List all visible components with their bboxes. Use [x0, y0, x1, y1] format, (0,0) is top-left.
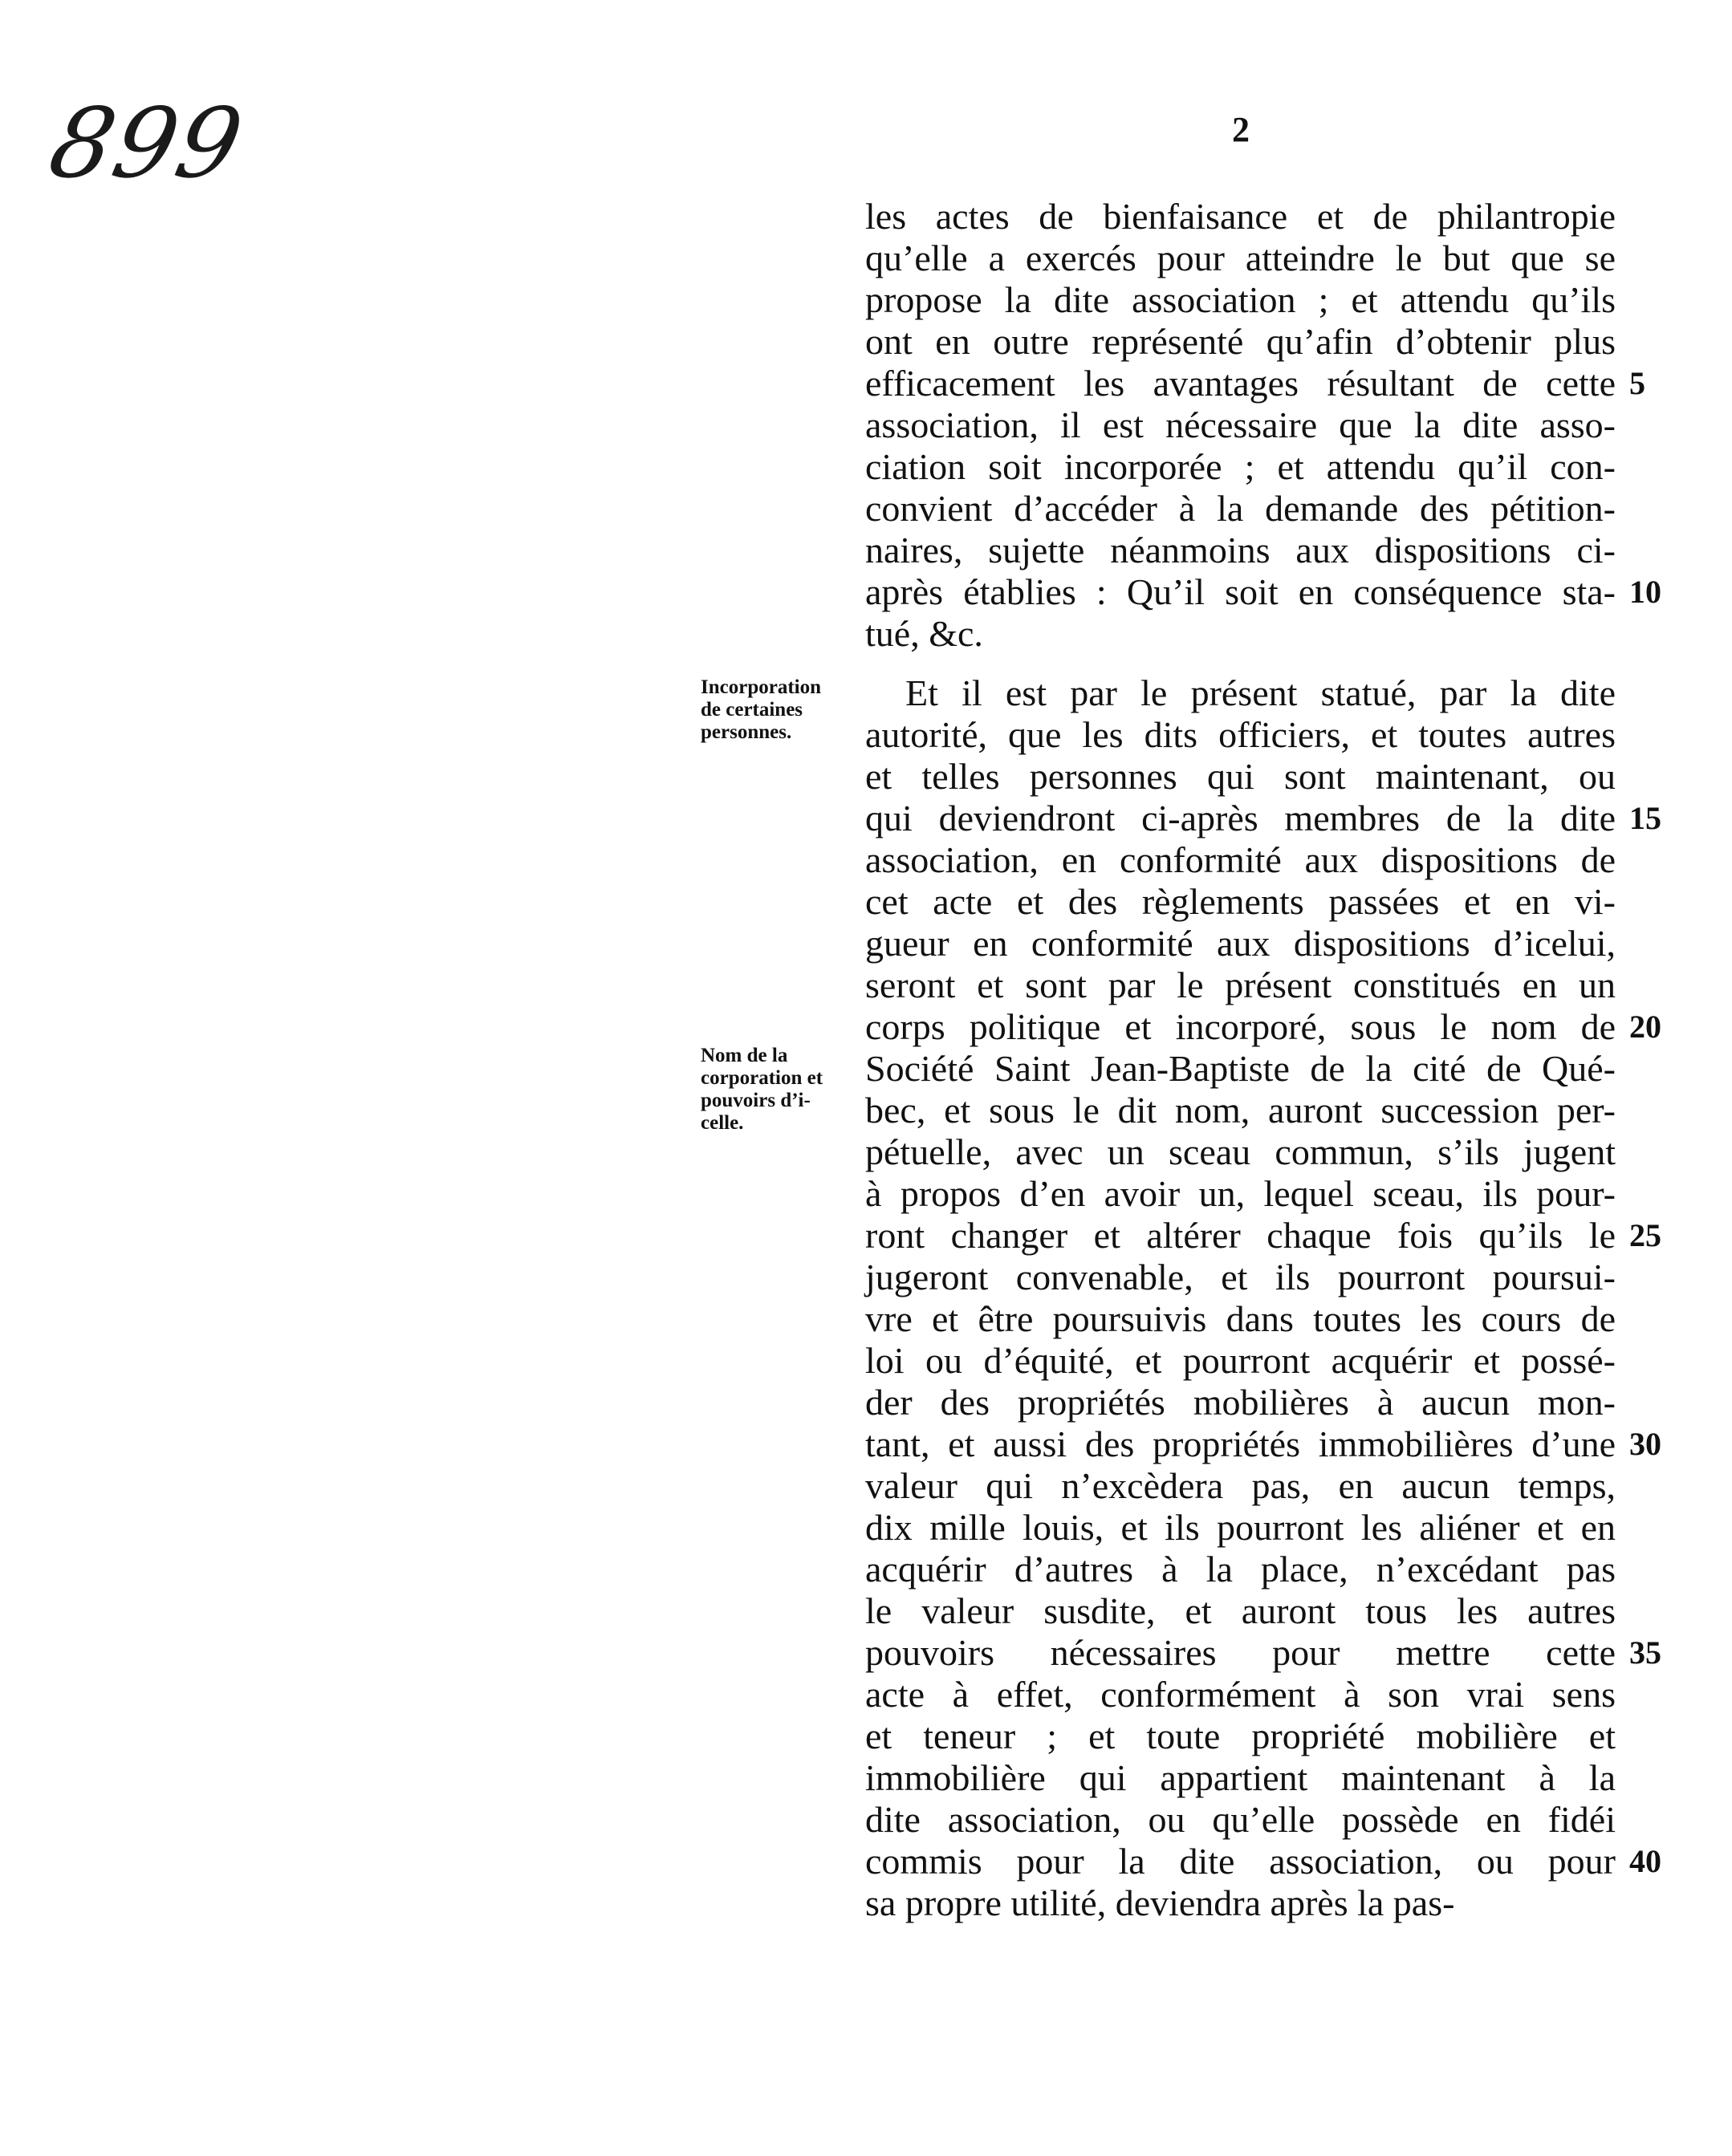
text-line: efficacement les avantages résultant de cette: [865, 363, 1616, 404]
line-number: 35: [1629, 1634, 1661, 1671]
text-line: naires, sujette néanmoins aux dispositions ci-: [865, 530, 1616, 570]
text-line: le valeur susdite, et auront tous les autres: [865, 1590, 1616, 1631]
text-line: der des propriétés mobilières à aucun mon-: [865, 1382, 1616, 1423]
text-line: propose la dite association ; et attendu qu’ils: [865, 279, 1616, 320]
line-number: 30: [1629, 1426, 1661, 1462]
line-number: 25: [1629, 1217, 1661, 1253]
text-line: acquérir d’autres à la place, n’excédant pas: [865, 1549, 1616, 1590]
text-line: commis pour la dite association, ou pour: [865, 1841, 1616, 1882]
text-line: ciation soit incorporée ; et attendu qu’il con-: [865, 446, 1616, 487]
text-line: après établies : Qu’il soit en conséquence sta-: [865, 571, 1616, 612]
text-line: ont en outre représenté qu’afin d’obtenir plus: [865, 321, 1616, 362]
margin-note-incorporation: [701, 676, 853, 744]
margin-note-line: Nom de la: [701, 1045, 788, 1066]
text-line: association, en conformité aux dispositions de: [865, 839, 1616, 880]
text-line: cet acte et des règlements passées et en vi-: [865, 881, 1616, 922]
text-line: valeur qui n’excèdera pas, en aucun temps,: [865, 1465, 1616, 1506]
text-line: qui deviendront ci-après membres de la dite: [865, 798, 1616, 838]
text-line: sa propre utilité, deviendra après la pas-: [865, 1882, 1455, 1923]
line-number: 40: [1629, 1843, 1661, 1879]
text-line: association, il est nécessaire que la dite asso-: [865, 404, 1616, 445]
margin-note-line: personnes.: [701, 721, 792, 743]
text-line: tant, et aussi des propriétés immobilières d’une: [865, 1423, 1616, 1464]
margin-note-line: celle.: [701, 1112, 744, 1134]
text-line: et telles personnes qui sont maintenant, ou: [865, 756, 1616, 797]
text-line: à propos d’en avoir un, lequel sceau, ils pour-: [865, 1173, 1616, 1214]
text-line: Société Saint Jean-Baptiste de la cité de Qué-: [865, 1048, 1616, 1089]
text-line: qu’elle a exercés pour atteindre le but que se: [865, 238, 1616, 278]
text-line: bec, et sous le dit nom, auront succession per-: [865, 1090, 1616, 1131]
text-line: loi ou d’équité, et pourront acquérir et possé-: [865, 1340, 1616, 1381]
margin-note-line: de certaines: [701, 699, 803, 721]
line-number: 20: [1629, 1009, 1661, 1045]
text-line: seront et sont par le présent constitués en un: [865, 964, 1616, 1005]
text-line: et teneur ; et toute propriété mobilière et: [865, 1715, 1616, 1756]
text-line: les actes de bienfaisance et de philantropie: [865, 196, 1616, 237]
margin-note-name-and-powers: [701, 1045, 853, 1135]
text-line: dite association, ou qu’elle possède en fidéi: [865, 1799, 1616, 1840]
text-line: convient d’accéder à la demande des pétition-: [865, 488, 1616, 529]
margin-note-line: Incorporation: [701, 676, 821, 698]
handwritten-annotation: 899: [40, 88, 253, 200]
line-number: 5: [1629, 365, 1645, 401]
line-number: 10: [1629, 574, 1661, 610]
line-number: 15: [1629, 800, 1661, 836]
page-number: 2: [1232, 110, 1250, 149]
text-line: pétuelle, avec un sceau commun, s’ils jugent: [865, 1131, 1616, 1172]
text-line: corps politique et incorporé, sous le nom de: [865, 1006, 1616, 1047]
text-line: Et il est par le présent statué, par la dite: [905, 672, 1616, 713]
text-line: vre et être poursuivis dans toutes les cours de: [865, 1298, 1616, 1339]
text-line: acte à effet, conformément à son vrai sens: [865, 1674, 1616, 1715]
text-line: gueur en conformité aux dispositions d’icelui,: [865, 923, 1616, 964]
text-line: dix mille louis, et ils pourront les aliéner et en: [865, 1507, 1616, 1548]
text-line: tué, &c.: [865, 613, 983, 654]
margin-note-line: pouvoirs d’i-: [701, 1090, 811, 1111]
text-line: pouvoirs nécessaires pour mettre cette: [865, 1632, 1616, 1673]
text-line: ront changer et altérer chaque fois qu’ils le: [865, 1215, 1616, 1256]
text-line: autorité, que les dits officiers, et toutes autres: [865, 714, 1616, 755]
text-line: jugeront convenable, et ils pourront poursui-: [865, 1257, 1616, 1297]
text-line: immobilière qui appartient maintenant à la: [865, 1757, 1616, 1798]
margin-note-line: corporation et: [701, 1067, 823, 1089]
